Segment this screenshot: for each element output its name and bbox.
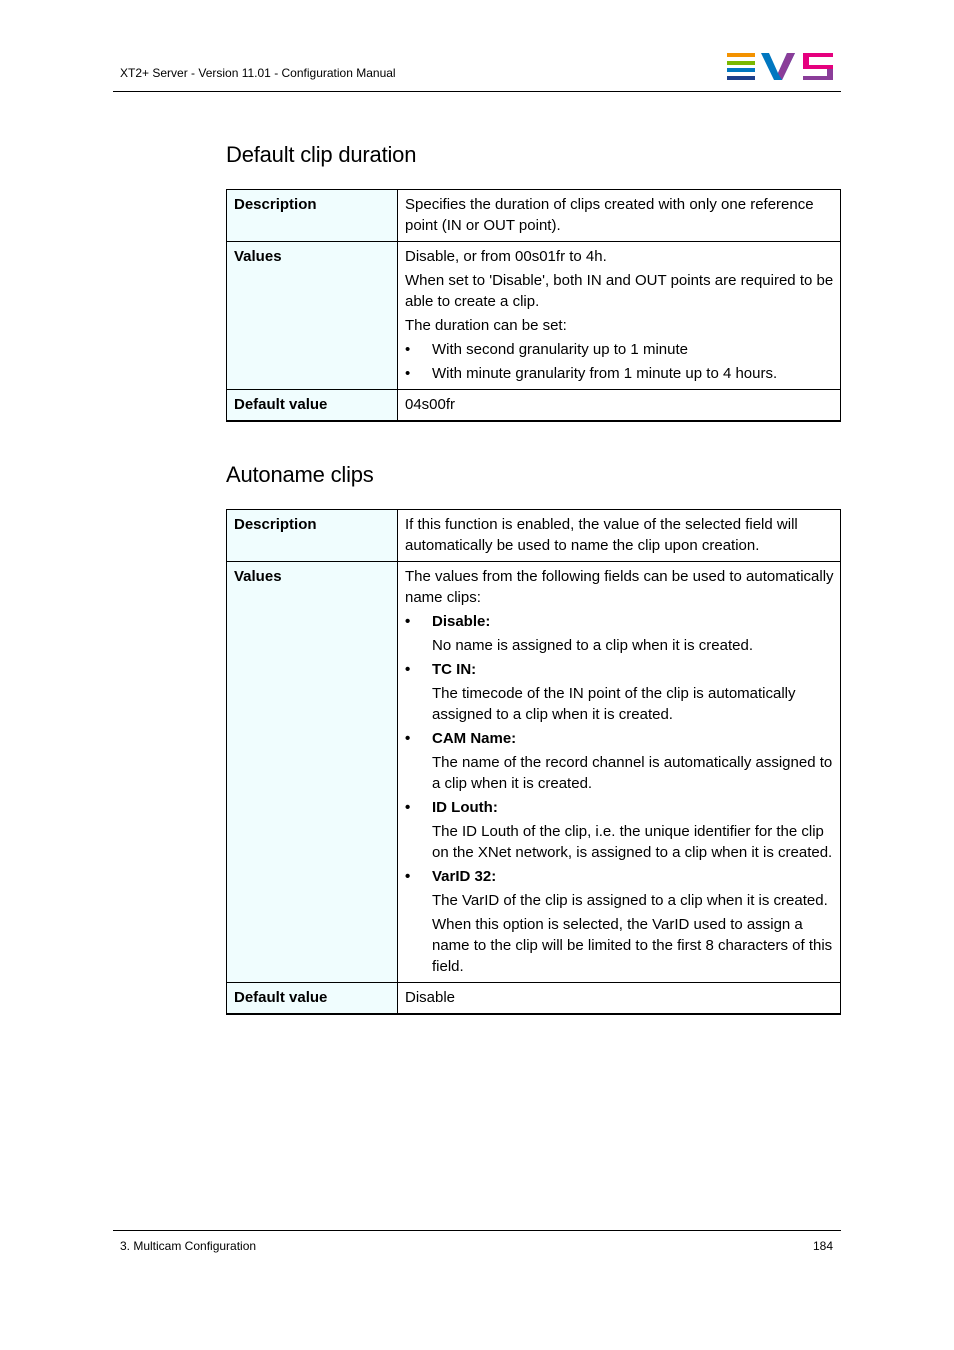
paragraph: When set to 'Disable', both IN and OUT points are required to be able to create a clip. (405, 272, 834, 310)
bullet-icon: • (405, 868, 411, 885)
list-item: • VarID 32: (405, 868, 497, 885)
list-item: • With second granularity up to 1 minute (405, 341, 688, 358)
paragraph: The values from the following fields can be used to automatically name clips: (405, 568, 834, 606)
item-description: The name of the record channel is automatically assigned to a clip when it is created. (432, 754, 833, 792)
section-title-autoname-clips: Autoname clips (226, 462, 374, 487)
page-number: 184 (812, 1239, 833, 1253)
page-footer (113, 1230, 841, 1253)
row-value: If this function is enabled, the value of the selected field will automatically be used to name the clip upon creation. (398, 510, 841, 562)
list-item: • ID Louth: (405, 799, 498, 816)
row-label: Default value (227, 390, 398, 422)
row-label: Values (227, 242, 398, 390)
evs-logo (727, 53, 833, 80)
section-title-default-clip-duration: Default clip duration (226, 142, 417, 167)
row-label: Description (227, 510, 398, 562)
row-value: 04s00fr (398, 390, 841, 422)
table-row (227, 390, 841, 422)
item-description: The ID Louth of the clip, i.e. the unique identifier for the clip on the XNet network, is assigned to a clip when it is created. (432, 823, 833, 861)
paragraph: Disable, or from 00s01fr to 4h. (405, 248, 607, 265)
list-item: • CAM Name: (405, 730, 517, 747)
bullet-icon: • (405, 613, 411, 630)
table-row (227, 242, 841, 390)
row-label: Values (227, 562, 398, 983)
row-label: Description (227, 190, 398, 242)
table-row (227, 510, 841, 562)
row-value (398, 562, 841, 983)
row-value: Specifies the duration of clips created with only one reference point (IN or OUT point). (398, 190, 841, 242)
autoname-clips-table (226, 509, 841, 1015)
item-description: The timecode of the IN point of the clip is automatically assigned to a clip when it is created. (432, 685, 796, 723)
item-note: When this option is selected, the VarID used to assign a name to the clip will be limited to the first 8 characters of this field. (432, 916, 833, 975)
table-row (227, 562, 841, 983)
default-clip-duration-table (226, 189, 841, 422)
bullet-icon: • (405, 730, 411, 747)
bullet-icon: • (405, 341, 411, 358)
list-item: • With minute granularity from 1 minute up to 4 hours. (405, 365, 778, 382)
paragraph: The duration can be set: (405, 317, 567, 334)
table-row (227, 190, 841, 242)
list-item: • Disable: (405, 613, 491, 630)
bullet-icon: • (405, 365, 411, 382)
row-value (398, 242, 841, 390)
bullet-icon: • (405, 661, 411, 678)
item-description: No name is assigned to a clip when it is created. (432, 637, 753, 654)
page-header (113, 0, 841, 92)
header-title: XT2+ Server - Version 11.01 - Configuration Manual (120, 66, 396, 80)
list-item: • TC IN: (405, 661, 477, 678)
item-description: The VarID of the clip is assigned to a clip when it is created. (432, 892, 828, 909)
table-row (227, 983, 841, 1015)
footer-chapter: 3. Multicam Configuration (120, 1239, 257, 1253)
row-value: Disable (398, 983, 841, 1015)
bullet-icon: • (405, 799, 411, 816)
row-label: Default value (227, 983, 398, 1015)
